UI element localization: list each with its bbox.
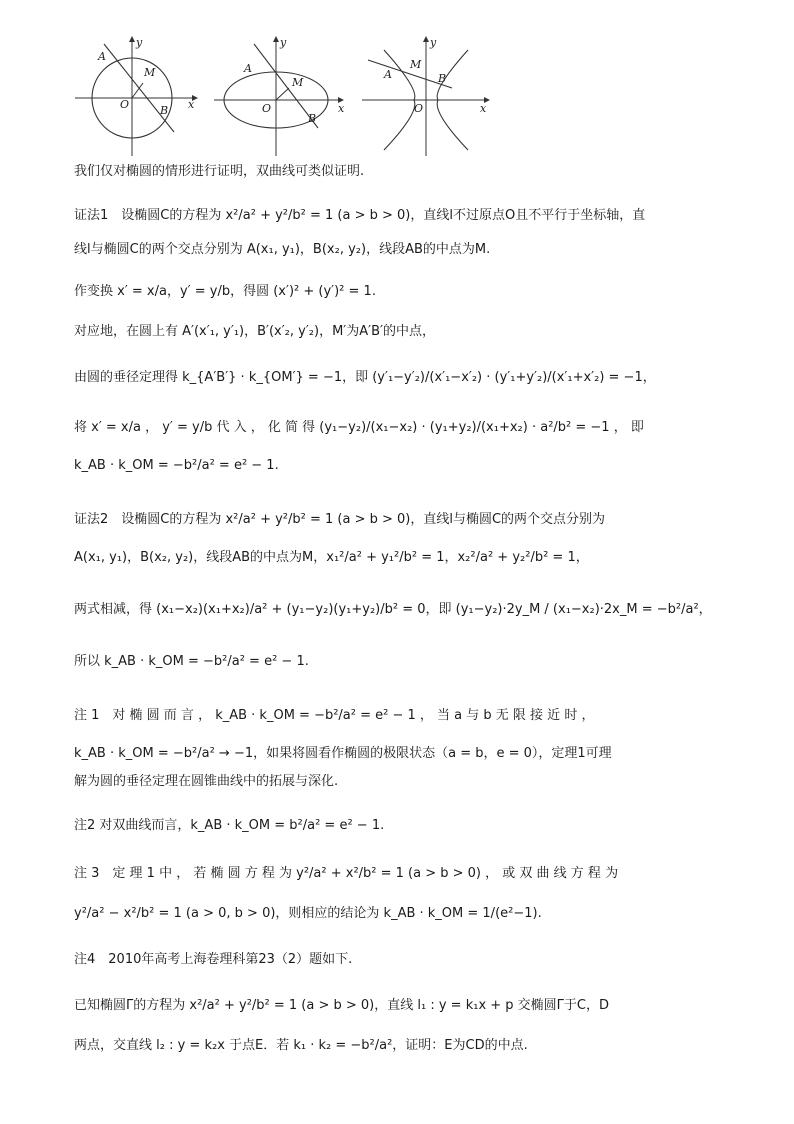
fig2-label-m: M bbox=[292, 76, 304, 89]
fig1-label-a: A bbox=[98, 50, 106, 63]
proof1-line-2: 线l与椭圆C的两个交点分别为 A(x₁, y₁)，B(x₂, y₂)，线段AB的中点为M. bbox=[74, 242, 491, 257]
proof1-line-7: k_AB · k_OM = −b²/a² = e² − 1. bbox=[74, 458, 279, 473]
fig3-label-o: O bbox=[414, 102, 424, 115]
fig3-label-b: B bbox=[438, 72, 447, 85]
proof2-line-1: 证法2 设椭圆C的方程为 x²/a² + y²/b² = 1 (a > b > 0)，直线l与椭圆C的两个交点分别为 bbox=[74, 512, 606, 527]
fig3-label-a: A bbox=[384, 68, 392, 81]
fig2-label-o: O bbox=[262, 102, 272, 115]
intro-text: 我们仅对椭圆的情形进行证明，双曲线可类似证明. bbox=[74, 164, 365, 179]
proof1-line-1: 证法1 设椭圆C的方程为 x²/a² + y²/b² = 1 (a > b > 0)，直线l不过原点O且不平行于坐标轴，直 bbox=[74, 208, 646, 223]
note4-line-1: 注4 2010年高考上海卷理科第23（2）题如下. bbox=[74, 952, 353, 967]
fig1-label-b: B bbox=[160, 104, 169, 117]
fig1-label-m: M bbox=[144, 66, 156, 79]
hyperbola-figure bbox=[362, 34, 492, 162]
fig2-label-x: x bbox=[338, 102, 345, 115]
fig1-label-y: y bbox=[136, 36, 143, 49]
proof1-line-6: 将 x′ = x/a ， y′ = y/b 代 入 ， 化 简 得 (y₁−y₂)/(x₁−x₂) · (y₁+y₂)/(x₁+x₂) · a²/b² = −1 ， 即 bbox=[74, 420, 644, 435]
problem-line-1: 已知椭圆Γ的方程为 x²/a² + y²/b² = 1 (a > b > 0)，直线 l₁ : y = k₁x + p 交椭圆Γ于C，D bbox=[74, 998, 610, 1013]
fig1-label-o: O bbox=[120, 98, 130, 111]
note1-line-1: 注 1 对 椭 圆 而 言 ， k_AB · k_OM = −b²/a² = e² − 1 ， 当 a 与 b 无 限 接 近 时 ， bbox=[74, 708, 595, 723]
proof2-line-2: A(x₁, y₁)，B(x₂, y₂)，线段AB的中点为M，x₁²/a² + y₁²/b² = 1，x₂²/a² + y₂²/b² = 1， bbox=[74, 550, 589, 565]
proof1-line-5: 由圆的垂径定理得 k_{A′B′} · k_{OM′} = −1，即 (y′₁−y′₂)/(x′₁−x′₂) · (y′₁+y′₂)/(x′₁+x′₂) = −1， bbox=[74, 370, 656, 385]
proof1-line-3: 作变换 x′ = x/a，y′ = y/b，得圆 (x′)² + (y′)² = 1. bbox=[74, 284, 376, 299]
fig3-label-m: M bbox=[410, 58, 422, 71]
note1-line-3: 解为圆的垂径定理在圆锥曲线中的拓展与深化. bbox=[74, 774, 339, 789]
fig2-label-b: B bbox=[308, 112, 317, 125]
circle-figure bbox=[70, 34, 200, 162]
fig3-label-x: x bbox=[480, 102, 487, 115]
proof2-line-4: 所以 k_AB · k_OM = −b²/a² = e² − 1. bbox=[74, 654, 309, 669]
proof2-line-3: 两式相减，得 (x₁−x₂)(x₁+x₂)/a² + (y₁−y₂)(y₁+y₂)/b² = 0，即 (y₁−y₂)·2y_M / (x₁−x₂)·2x_M = −b²/a²， bbox=[74, 602, 712, 617]
note1-line-2: k_AB · k_OM = −b²/a² → −1，如果将圆看作椭圆的极限状态（a = b，e = 0），定理1可理 bbox=[74, 746, 612, 761]
fig1-label-x: x bbox=[188, 98, 195, 111]
fig2-label-a: A bbox=[244, 62, 252, 75]
figures-row bbox=[70, 34, 510, 164]
note2-line-1: 注2 对双曲线而言，k_AB · k_OM = b²/a² = e² − 1. bbox=[74, 818, 385, 833]
proof1-line-4: 对应地，在圆上有 A′(x′₁, y′₁)，B′(x′₂, y′₂)，M′为A′B′的中点， bbox=[74, 324, 435, 339]
fig3-label-y: y bbox=[430, 36, 437, 49]
note3-line-2: y²/a² − x²/b² = 1 (a > 0, b > 0)，则相应的结论为 k_AB · k_OM = 1/(e²−1). bbox=[74, 906, 542, 921]
note3-line-1: 注 3 定 理 1 中 ， 若 椭 圆 方 程 为 y²/a² + x²/b² = 1 (a > b > 0) ， 或 双 曲 线 方 程 为 bbox=[74, 866, 619, 881]
ellipse-figure bbox=[214, 34, 349, 162]
problem-line-2: 两点，交直线 l₂ : y = k₂x 于点E．若 k₁ · k₂ = −b²/a²，证明：E为CD的中点. bbox=[74, 1038, 528, 1053]
fig2-label-y: y bbox=[280, 36, 287, 49]
